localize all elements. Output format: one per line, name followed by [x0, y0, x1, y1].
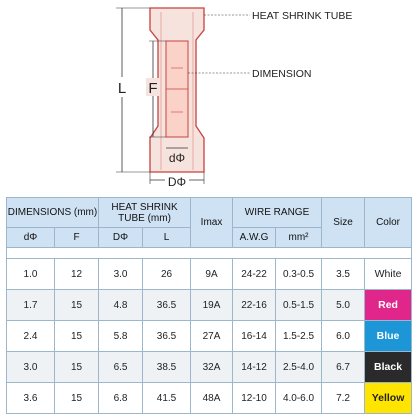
header-l: L — [143, 228, 191, 248]
cell-imax: 48A — [191, 383, 233, 414]
cell-color — [365, 321, 412, 352]
header-heat-shrink: HEAT SHRINK TUBE (mm) — [99, 198, 191, 228]
table-row — [7, 321, 412, 352]
cell-imax: 19A — [191, 290, 233, 321]
cell-f: 15 — [55, 290, 99, 321]
cell-d: 6.8 — [99, 383, 143, 414]
cell-mm2: 0.3-0.5 — [276, 259, 322, 290]
terminal-diagram — [0, 0, 416, 196]
cell-awg: 12-10 — [233, 383, 276, 414]
cell-imax: 32A — [191, 352, 233, 383]
l-label: L — [117, 80, 127, 97]
cell-d: 2.4 — [7, 321, 55, 352]
cell-f: 15 — [55, 383, 99, 414]
header-f: F — [55, 228, 99, 248]
table-row — [7, 259, 412, 290]
cell-color — [365, 352, 412, 383]
cell-d: 3.0 — [99, 259, 143, 290]
cell-awg: 22-16 — [233, 290, 276, 321]
cell-d: 1.7 — [7, 290, 55, 321]
cell-awg: 24-22 — [233, 259, 276, 290]
cell-size: 7.2 — [322, 383, 365, 414]
header-awg: A.W.G — [233, 228, 276, 248]
cell-color — [365, 290, 412, 321]
header-d-big: DΦ — [99, 228, 143, 248]
header-wire-range: WIRE RANGE — [233, 198, 322, 228]
header-imax: Imax — [191, 198, 233, 248]
cell-mm2: 4.0-6.0 — [276, 383, 322, 414]
cell-l: 36.5 — [143, 321, 191, 352]
header-color: Color — [365, 198, 412, 248]
f-label: F — [148, 80, 158, 97]
color-swatch: Yellow — [365, 383, 411, 413]
cell-awg: 14-12 — [233, 352, 276, 383]
spacer-cell — [7, 248, 412, 259]
cell-f: 12 — [55, 259, 99, 290]
cell-l: 41.5 — [143, 383, 191, 414]
cell-size: 3.5 — [322, 259, 365, 290]
cell-d: 3.0 — [7, 352, 55, 383]
cell-imax: 27A — [191, 321, 233, 352]
spec-table — [6, 197, 412, 414]
cell-mm2: 1.5-2.5 — [276, 321, 322, 352]
callout-dimension: DIMENSION — [252, 68, 312, 80]
callout-heat-shrink-tube: HEAT SHRINK TUBE — [252, 10, 353, 22]
cell-imax: 9A — [191, 259, 233, 290]
cell-l: 38.5 — [143, 352, 191, 383]
cell-d: 6.5 — [99, 352, 143, 383]
outer-d-label: DΦ — [167, 175, 187, 189]
color-swatch: Black — [365, 352, 411, 382]
table-row — [7, 352, 412, 383]
cell-d: 3.6 — [7, 383, 55, 414]
cell-mm2: 2.5-4.0 — [276, 352, 322, 383]
cell-f: 15 — [55, 321, 99, 352]
color-swatch: Blue — [365, 321, 411, 351]
header-d-small: dΦ — [7, 228, 55, 248]
cell-d: 5.8 — [99, 321, 143, 352]
header-dimensions: DIMENSIONS (mm) — [7, 198, 99, 228]
table-row — [7, 383, 412, 414]
cell-awg: 16-14 — [233, 321, 276, 352]
cell-d: 4.8 — [99, 290, 143, 321]
inner-d-label: dΦ — [168, 151, 186, 165]
spacer-row — [7, 248, 412, 259]
cell-mm2: 0.5-1.5 — [276, 290, 322, 321]
cell-f: 15 — [55, 352, 99, 383]
cell-color — [365, 383, 412, 414]
cell-size: 5.0 — [322, 290, 365, 321]
table-row — [7, 290, 412, 321]
cell-l: 26 — [143, 259, 191, 290]
cell-l: 36.5 — [143, 290, 191, 321]
color-swatch: Red — [365, 290, 411, 320]
header-size: Size — [322, 198, 365, 248]
cell-size: 6.7 — [322, 352, 365, 383]
cell-d: 1.0 — [7, 259, 55, 290]
cell-size: 6.0 — [322, 321, 365, 352]
color-swatch: White — [365, 259, 411, 289]
header-mm2: mm² — [276, 228, 322, 248]
cell-color — [365, 259, 412, 290]
